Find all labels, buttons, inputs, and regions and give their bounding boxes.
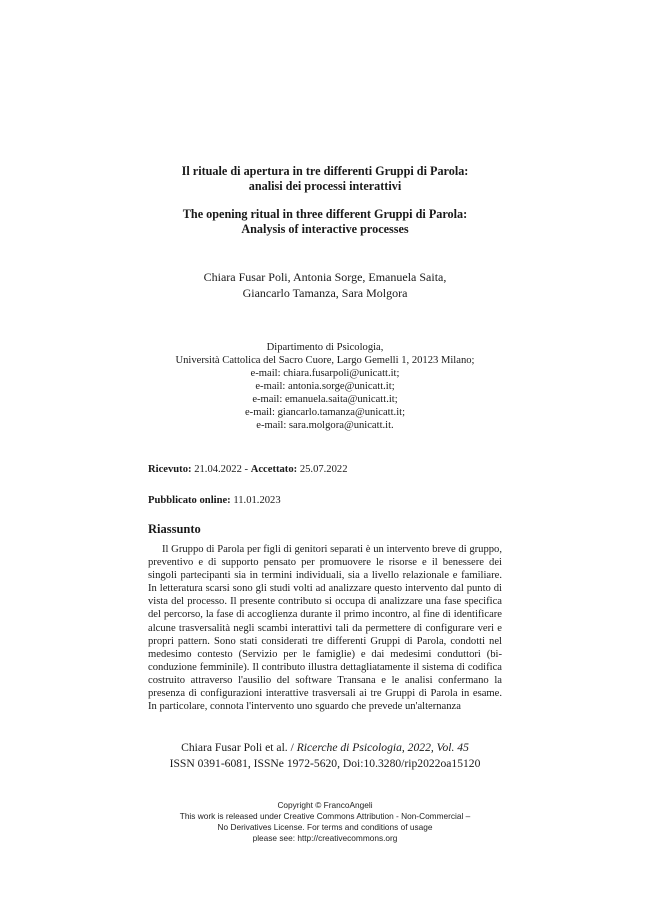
citation-journal: Ricerche di Psicologia, 2022, Vol. 45 <box>296 741 469 754</box>
authors-line-1: Chiara Fusar Poli, Antonia Sorge, Emanuela Saita, <box>203 270 447 284</box>
italian-title <box>0 164 650 194</box>
email-line: e-mail: chiara.fusarpoli@unicatt.it; <box>250 368 400 379</box>
copyright-line-3: No Derivatives License. For terms and conditions of usage <box>217 822 433 832</box>
english-title-line-2: Analysis of interactive processes <box>241 222 409 236</box>
department: Dipartimento di Psicologia, <box>266 342 384 353</box>
email-line: e-mail: emanuela.saita@unicatt.it; <box>252 394 398 405</box>
published-online-date <box>148 495 281 506</box>
journal-citation <box>0 740 650 772</box>
copyright-line-4: please see: http://creativecommons.org <box>252 833 398 843</box>
italian-title-line-2: analisi dei processi interattivi <box>248 179 402 193</box>
author-list <box>0 269 650 301</box>
published-date: 11.01.2023 <box>230 495 281 506</box>
citation-authors: Chiara Fusar Poli et al. / <box>181 741 297 754</box>
affiliation-block <box>0 341 650 432</box>
citation-line-1 <box>0 740 650 756</box>
citation-issn-doi: ISSN 0391-6081, ISSNe 1972-5620, Doi:10.3280/rip2022oa15120 <box>169 757 481 770</box>
email-line: e-mail: antonia.sorge@unicatt.it; <box>255 381 395 392</box>
copyright-line-1: Copyright © FrancoAngeli <box>277 800 373 810</box>
authors-line-2: Giancarlo Tamanza, Sara Molgora <box>242 286 408 300</box>
accepted-date: 25.07.2022 <box>297 464 348 475</box>
copyright-line-2: This work is released under Creative Commons Attribution - Non-Commercial – <box>179 811 471 821</box>
received-date: 21.04.2022 - <box>191 464 251 475</box>
email-line: e-mail: sara.molgora@unicatt.it. <box>256 420 394 431</box>
university-address: Università Cattolica del Sacro Cuore, Largo Gemelli 1, 20123 Milano; <box>175 355 475 366</box>
published-label: Pubblicato online: <box>148 495 231 506</box>
received-accepted-dates <box>148 464 348 475</box>
copyright-notice <box>0 800 650 844</box>
accepted-label: Accettato: <box>250 464 298 475</box>
abstract-text: Il Gruppo di Parola per figli di genitori separati è un intervento breve di gruppo, preventivo e di supporto pensato per promuovere le risorse e il benessere dei singoli partecipanti sia in termini individuali, sia a livello relazionale e familiare. In letteratura scarsi sono gli studi volti ad analizzare questo intervento dal punto di vista del processo. Il presente contributo si occupa di analizzare una fase specifica del percorso, la fase di accoglienza durante il primo incontro, al fine di identificare alcune trasversalità negli scambi interattivi tali da permettere di configurare veri e propri pattern. Sono stati considerati tre differenti Gruppi di Parola, condotti nel medesimo contesto (Servizio per le famiglie) e dai medesimi conduttori (bi-conduzione femminile). Il contributo illustra dettagliatamente il sistema di codifica costruito attraverso l'ausilio del software Transana e le analisi confermano la presenza di configurazioni interattive trasversali ai tre Gruppi di Parola in esame. In particolare, connota l'intervento uno sguardo che prevede un'alternanza <box>148 544 502 713</box>
english-title <box>0 207 650 237</box>
english-title-line-1: The opening ritual in three different Gruppi di Parola: <box>182 207 468 221</box>
email-line: e-mail: giancarlo.tamanza@unicatt.it; <box>244 407 406 418</box>
abstract-heading: Riassunto <box>148 522 201 536</box>
italian-title-line-1: Il rituale di apertura in tre differenti Gruppi di Parola: <box>181 164 469 178</box>
received-label: Ricevuto: <box>148 464 192 475</box>
